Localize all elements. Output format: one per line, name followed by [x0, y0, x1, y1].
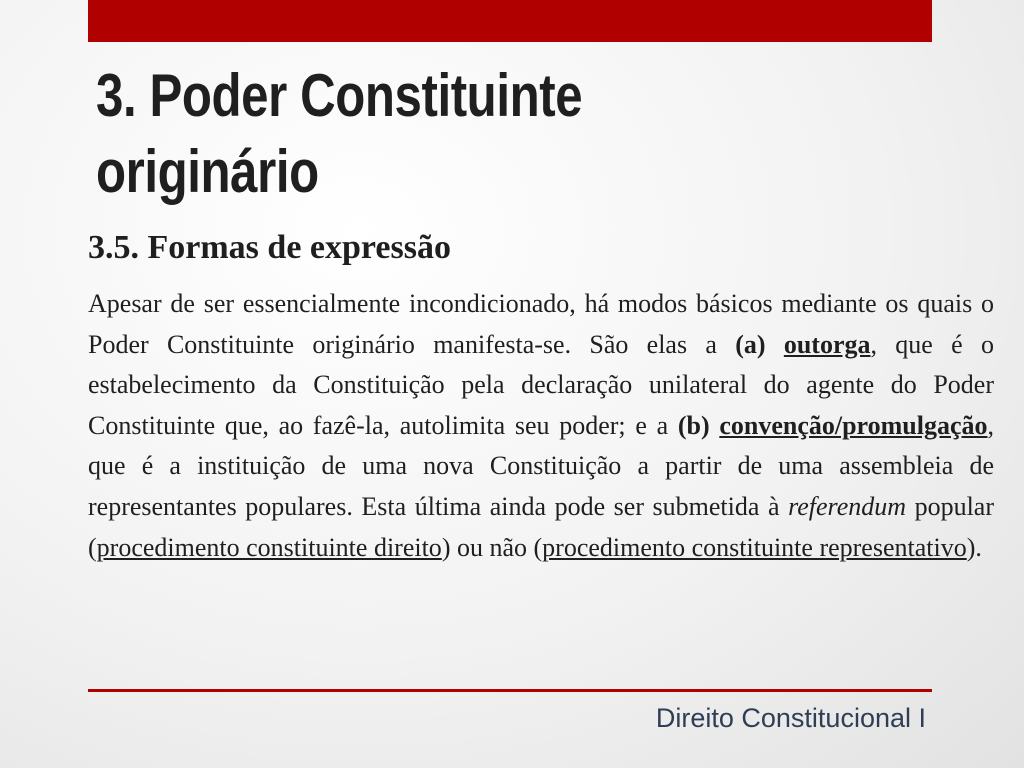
body-paragraph — [88, 284, 994, 568]
top-accent-bar — [88, 0, 932, 42]
term-convencao: convenção/promulgação — [719, 410, 988, 440]
term-procedimento-direto: procedimento constituinte direito — [96, 532, 442, 562]
term-outorga: outorga — [783, 329, 871, 359]
body-space — [710, 411, 720, 440]
item-a-label: (a) — [735, 329, 766, 359]
body-text-part: Apesar de ser essencialmente incondicionado, há modos básicos mediante os quais o Poder Constituinte originário manifesta-se. São elas a — [88, 289, 994, 359]
section-subtitle: 3.5. Formas de expressão — [88, 229, 451, 266]
body-space — [766, 330, 784, 359]
term-procedimento-representativo: procedimento constituinte representativo — [542, 532, 967, 562]
slide-title — [96, 58, 768, 210]
footer-divider — [88, 689, 932, 692]
term-referendum: referendum — [788, 491, 907, 521]
body-text-part: , que é o estabelecimento da Constituição pela declaração unilateral do agente do Poder Constituinte que, ao fazê-la, autolimita seu poder; e a — [88, 329, 994, 440]
body-text-part: ) ou não ( — [441, 532, 543, 562]
item-b-label: (b) — [677, 410, 710, 440]
body-text-part: popular ( — [88, 491, 994, 562]
slide-title-line2: originário — [96, 138, 319, 205]
body-text-part: , que é a instituição de uma nova Constituição a partir de uma assembleia de representantes populares. Esta última ainda pode ser submetida à — [88, 410, 995, 521]
slide-title-line1: 3. Poder Constituinte — [96, 62, 583, 129]
body-text-part: ). — [966, 532, 982, 562]
footer-course-title: Direito Constitucional I — [655, 703, 926, 733]
